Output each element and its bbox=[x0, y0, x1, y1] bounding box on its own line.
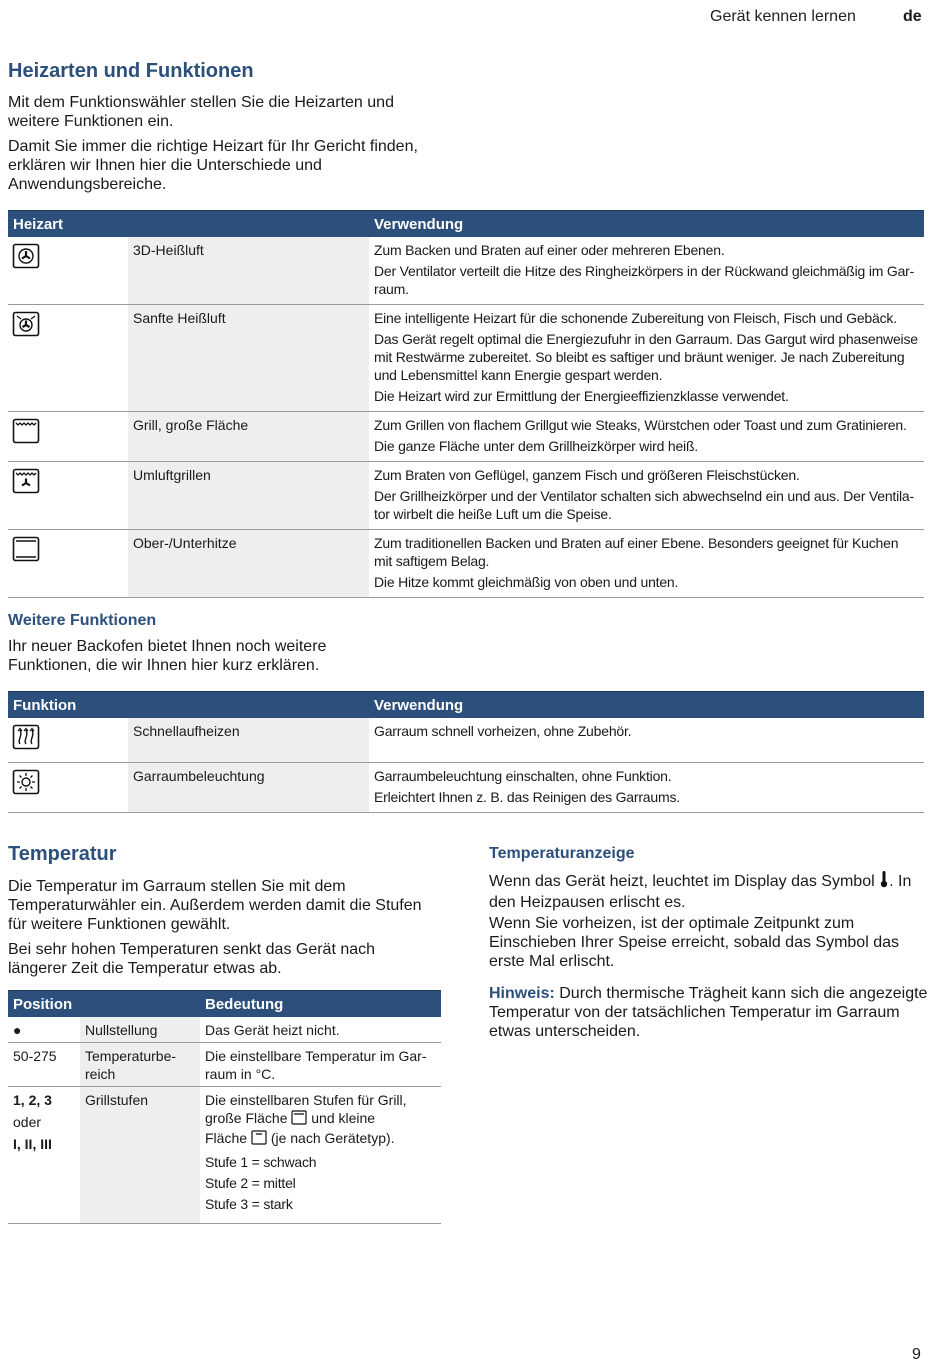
temperature-paragraph-1: Die Temperatur im Garraum stellen Sie mit dem Temperaturwähler ein. Außerdem werden damit die Stufen für weitere Funktionen gewählt. bbox=[8, 878, 422, 933]
table-row bbox=[8, 305, 924, 412]
table-row bbox=[8, 1043, 441, 1087]
usage-text: Garraum schnell vorheizen, ohne Zubehör. bbox=[374, 723, 632, 739]
grill-level-3: Stufe 3 = stark bbox=[205, 1196, 293, 1212]
usage-text: Garraumbeleuchtung einschalten, ohne Funktion. bbox=[374, 767, 672, 784]
table-row bbox=[8, 1087, 441, 1224]
note-label: Hinweis: bbox=[489, 985, 555, 1002]
column-header-bedeutung: Bedeutung bbox=[200, 991, 441, 1018]
indicator-text-a: Wenn das Gerät heizt, leuchtet im Display das Symbol bbox=[489, 873, 875, 890]
rapid-heat-icon bbox=[12, 724, 40, 750]
thermometer-icon bbox=[879, 870, 889, 893]
grill-meaning-device-note: (je nach Gerätetyp). bbox=[270, 1130, 395, 1146]
grill-small-icon bbox=[251, 1130, 267, 1149]
position-value: ● bbox=[8, 1017, 80, 1043]
indicator-text-b: . In den Heizpausen erlischt es. bbox=[489, 873, 912, 911]
usage-text: Die ganze Fläche unter dem Grillheizkörper wird heiß. bbox=[374, 438, 698, 454]
column-header-heizart: Heizart bbox=[8, 211, 369, 238]
note-text: Durch thermische Trägheit kann sich die angezeigte Temperatur von der tatsächlichen Temperatur im Garraum etwas unterscheiden. bbox=[489, 985, 928, 1040]
gentle-fan-icon bbox=[12, 311, 40, 337]
note-paragraph bbox=[489, 984, 929, 1041]
oven-light-icon bbox=[12, 769, 40, 795]
table-row bbox=[8, 718, 924, 762]
or-text: oder bbox=[13, 1114, 42, 1130]
column-header-funktion: Funktion bbox=[8, 692, 369, 719]
usage-text: Die Hitze kommt gleichmäßig von oben und unten. bbox=[374, 574, 679, 590]
running-header-title: Gerät kennen lernen bbox=[710, 8, 856, 25]
table-row bbox=[8, 462, 924, 530]
fan-grill-icon bbox=[12, 468, 40, 494]
language-code: de bbox=[903, 8, 922, 25]
grill-large-icon bbox=[291, 1110, 307, 1129]
page-number: 9 bbox=[912, 1346, 921, 1363]
usage-text: Die Heizart wird zur Ermittlung der Energieeffizienzklasse verwendet. bbox=[374, 388, 789, 404]
top-bottom-heat-icon bbox=[12, 536, 40, 562]
position-meaning: Das Gerät heizt nicht. bbox=[200, 1017, 441, 1043]
column-header-position: Position bbox=[8, 991, 200, 1018]
function-name: Garraumbeleuchtung bbox=[128, 762, 369, 812]
heating-mode-name: 3D-Heißluft bbox=[128, 237, 369, 305]
table-row bbox=[8, 412, 924, 462]
indicator-paragraph-1 bbox=[489, 870, 929, 912]
function-name: Schnellaufheizen bbox=[128, 718, 369, 762]
heating-modes-table bbox=[8, 210, 924, 598]
table-row bbox=[8, 237, 924, 305]
usage-text: Zum Braten von Geflügel, ganzem Fisch und größeren Fleischstücken. bbox=[374, 467, 800, 483]
position-value: 50-275 bbox=[8, 1043, 80, 1087]
heating-mode-name: Grill, große Fläche bbox=[128, 412, 369, 462]
section-title-weitere-funktionen: Weitere Funktionen bbox=[8, 612, 157, 629]
functions-table bbox=[8, 691, 924, 813]
indicator-paragraph-2: Wenn Sie vorheizen, ist der optimale Zeitpunkt zum Einschieben Ihrer Speise erreicht, sobald das Symbol das erste Mal erlischt. bbox=[489, 915, 899, 970]
grill-level-1: Stufe 1 = schwach bbox=[205, 1154, 317, 1170]
usage-text: Erleichtert Ihnen z. B. das Reinigen des Garraums. bbox=[374, 788, 680, 805]
grill-large-icon bbox=[12, 418, 40, 444]
grill-meaning-area-label: Fläche bbox=[205, 1130, 248, 1146]
usage-text: Eine intelligente Heizart für die schonende Zubereitung von Fleisch, Fisch und Gebäck. bbox=[374, 310, 897, 326]
heating-mode-name: Ober-/Unterhitze bbox=[128, 530, 369, 598]
heating-mode-name: Umluftgrillen bbox=[128, 462, 369, 530]
table-row bbox=[8, 1017, 441, 1043]
usage-text: Der Grillheizkörper und der Ventilator schalten sich abwechselnd ein und aus. Der Ventila-tor wirbelt die heiße Luft um die Speise. bbox=[374, 488, 914, 522]
position-name: Grillstufen bbox=[80, 1087, 200, 1224]
fan-ring-icon bbox=[12, 243, 40, 269]
temperature-paragraph-2: Bei sehr hohen Temperaturen senkt das Gerät nach längerer Zeit die Temperatur etwas ab. bbox=[8, 941, 376, 977]
usage-text: Das Gerät regelt optimal die Energiezufuhr in den Garraum. Das Gargut wird phasenweise mit Restwärme zubereitet. So bleibt es saftiger und bräunt weniger. Je nach Zubereitung und Lebensmittel kann Energie gespart werden. bbox=[374, 331, 918, 383]
position-name: Temperaturbe-reich bbox=[80, 1043, 200, 1087]
section-title-temperaturanzeige: Temperaturanzeige bbox=[489, 845, 635, 862]
grill-level-2: Stufe 2 = mittel bbox=[205, 1175, 296, 1191]
grill-levels-roman: I, II, III bbox=[13, 1136, 52, 1152]
grill-meaning-small-label: und kleine bbox=[311, 1110, 376, 1126]
grill-levels-numeric: 1, 2, 3 bbox=[13, 1092, 52, 1108]
intro-paragraph-2: Damit Sie immer die richtige Heizart für Ihr Gericht finden, erklären wir Ihnen hier die Unterschiede und Anwendungsbereiche. bbox=[8, 138, 418, 193]
grill-meaning-line-1: Die einstellbaren Stufen für Grill, bbox=[205, 1092, 407, 1108]
table-row bbox=[8, 530, 924, 598]
temperature-positions-table bbox=[8, 990, 441, 1224]
functions-intro-paragraph: Ihr neuer Backofen bietet Ihnen noch weitere Funktionen, die wir Ihnen hier kurz erklären. bbox=[8, 638, 327, 674]
section-title-heizarten: Heizarten und Funktionen bbox=[8, 60, 254, 82]
grill-meaning-large-label: große Fläche bbox=[205, 1110, 288, 1126]
position-name: Nullstellung bbox=[80, 1017, 200, 1043]
column-header-verwendung: Verwendung bbox=[369, 211, 924, 238]
usage-text: Zum traditionellen Backen und Braten auf einer Ebene. Besonders geeignet für Kuchen mit saftigem Belag. bbox=[374, 535, 899, 569]
intro-paragraph-1: Mit dem Funktionswähler stellen Sie die Heizarten und weitere Funktionen ein. bbox=[8, 94, 394, 130]
usage-text: Der Ventilator verteilt die Hitze des Ringheizkörpers in der Rückwand gleichmäßig im Gar-raum. bbox=[374, 263, 915, 297]
table-row bbox=[8, 762, 924, 812]
usage-text: Zum Backen und Braten auf einer oder mehreren Ebenen. bbox=[374, 242, 725, 258]
section-title-temperatur: Temperatur bbox=[8, 843, 117, 865]
column-header-verwendung: Verwendung bbox=[369, 692, 924, 719]
usage-text: Zum Grillen von flachem Grillgut wie Steaks, Würstchen oder Toast und zum Gratinieren. bbox=[374, 417, 907, 433]
heating-mode-name: Sanfte Heißluft bbox=[128, 305, 369, 412]
position-meaning: Die einstellbare Temperatur im Gar-raum in °C. bbox=[200, 1043, 441, 1087]
